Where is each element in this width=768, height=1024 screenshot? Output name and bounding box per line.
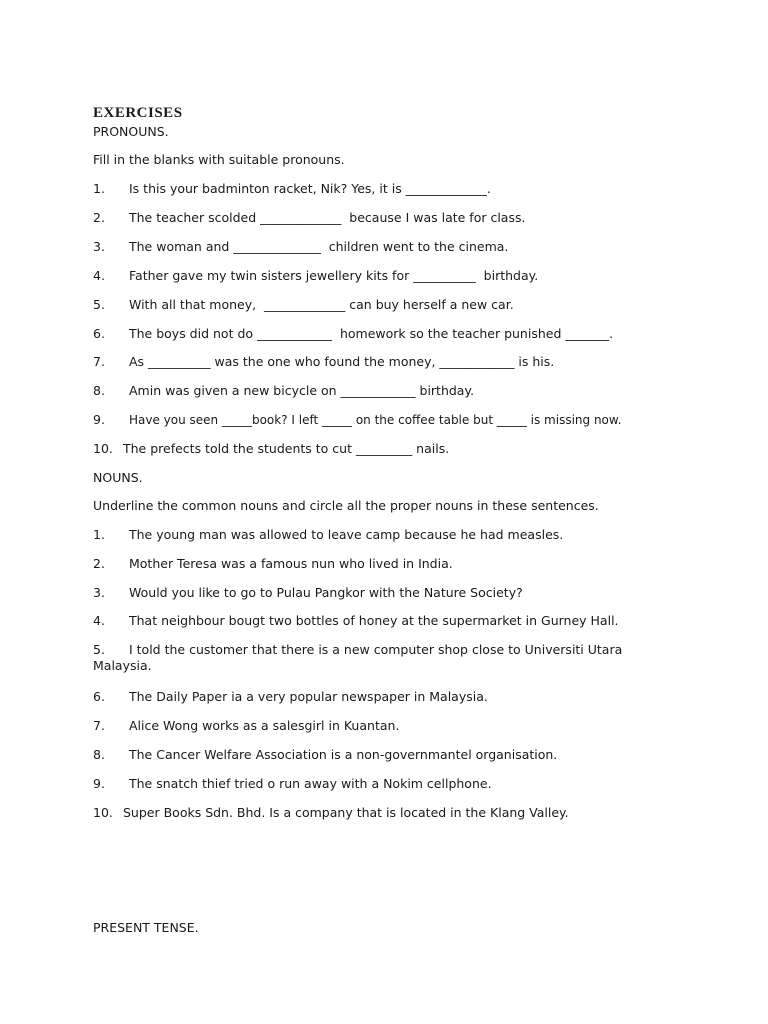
item-text: The snatch thief tried o run away with a Nokim cellphone. bbox=[129, 776, 492, 791]
item-text: With all that money, _____________ can buy herself a new car. bbox=[129, 297, 514, 312]
noun-item bbox=[93, 718, 683, 734]
item-text: The teacher scolded _____________ because I was late for class. bbox=[129, 210, 526, 225]
item-text: Amin was given a new bicycle on ____________ birthday. bbox=[129, 383, 475, 398]
item-text: The Daily Paper ia a very popular newspaper in Malaysia. bbox=[129, 689, 488, 704]
noun-item bbox=[93, 805, 683, 821]
item-number: 2. bbox=[93, 210, 105, 225]
item-text: That neighbour bougt two bottles of honey at the supermarket in Gurney Hall. bbox=[129, 613, 619, 628]
section-heading-present-tense: PRESENT TENSE. bbox=[93, 920, 199, 935]
item-text: The woman and ______________ children went to the cinema. bbox=[129, 239, 509, 254]
instruction-pronouns: Fill in the blanks with suitable pronouns. bbox=[93, 152, 345, 167]
noun-item bbox=[93, 747, 683, 763]
item-number: 8. bbox=[93, 383, 105, 398]
item-text: Super Books Sdn. Bhd. Is a company that is located in the Klang Valley. bbox=[123, 805, 569, 820]
item-text: The Cancer Welfare Association is a non-governmantel organisation. bbox=[129, 747, 558, 762]
item-number: 1. bbox=[93, 527, 105, 542]
noun-item bbox=[93, 776, 683, 792]
pronoun-item bbox=[93, 268, 683, 284]
noun-item bbox=[93, 527, 683, 543]
item-number: 9. bbox=[93, 412, 105, 427]
section-heading-nouns: NOUNS. bbox=[93, 470, 143, 485]
item-number: 10. bbox=[93, 805, 113, 820]
item-number: 2. bbox=[93, 556, 105, 571]
item-text: Mother Teresa was a famous nun who lived in India. bbox=[129, 556, 453, 571]
pronoun-item bbox=[93, 210, 683, 226]
noun-item bbox=[93, 642, 633, 674]
item-number: 9. bbox=[93, 776, 105, 791]
pronoun-item bbox=[93, 383, 683, 399]
item-number: 7. bbox=[93, 354, 105, 369]
page-title: EXERCISES bbox=[93, 105, 183, 121]
item-number: 6. bbox=[93, 326, 105, 341]
noun-item bbox=[93, 585, 683, 601]
pronoun-item bbox=[93, 181, 683, 197]
instruction-nouns: Underline the common nouns and circle all the proper nouns in these sentences. bbox=[93, 498, 599, 513]
item-number: 4. bbox=[93, 268, 105, 283]
item-number: 4. bbox=[93, 613, 105, 628]
item-text: Father gave my twin sisters jewellery kits for __________ birthday. bbox=[129, 268, 539, 283]
pronoun-item bbox=[93, 441, 683, 457]
pronoun-item bbox=[93, 412, 713, 428]
pronoun-item bbox=[93, 326, 683, 342]
item-text: The boys did not do ____________ homework so the teacher punished _______. bbox=[129, 326, 614, 341]
item-number: 5. bbox=[93, 642, 105, 657]
noun-item bbox=[93, 613, 683, 629]
item-number: 7. bbox=[93, 718, 105, 733]
item-number: 10. bbox=[93, 441, 113, 456]
item-text: Have you seen _____book? I left _____ on the coffee table but _____ is missing now. bbox=[129, 413, 622, 427]
item-text: Would you like to go to Pulau Pangkor with the Nature Society? bbox=[129, 585, 523, 600]
item-number: 1. bbox=[93, 181, 105, 196]
item-text: As __________ was the one who found the money, ____________ is his. bbox=[129, 354, 555, 369]
item-text: The prefects told the students to cut _________ nails. bbox=[123, 441, 450, 456]
pronoun-item bbox=[93, 297, 683, 313]
item-number: 5. bbox=[93, 297, 105, 312]
item-text: Is this your badminton racket, Nik? Yes, it is _____________. bbox=[129, 181, 491, 196]
item-text: I told the customer that there is a new computer shop close to Universiti Utara Malaysia. bbox=[93, 642, 623, 673]
item-text: Alice Wong works as a salesgirl in Kuantan. bbox=[129, 718, 400, 733]
noun-item bbox=[93, 689, 683, 705]
pronoun-item bbox=[93, 239, 683, 255]
noun-item bbox=[93, 556, 683, 572]
item-number: 3. bbox=[93, 239, 105, 254]
pronoun-item bbox=[93, 354, 683, 370]
section-heading-pronouns: PRONOUNS. bbox=[93, 124, 169, 139]
item-number: 6. bbox=[93, 689, 105, 704]
item-number: 8. bbox=[93, 747, 105, 762]
item-text: The young man was allowed to leave camp because he had measles. bbox=[129, 527, 564, 542]
item-number: 3. bbox=[93, 585, 105, 600]
